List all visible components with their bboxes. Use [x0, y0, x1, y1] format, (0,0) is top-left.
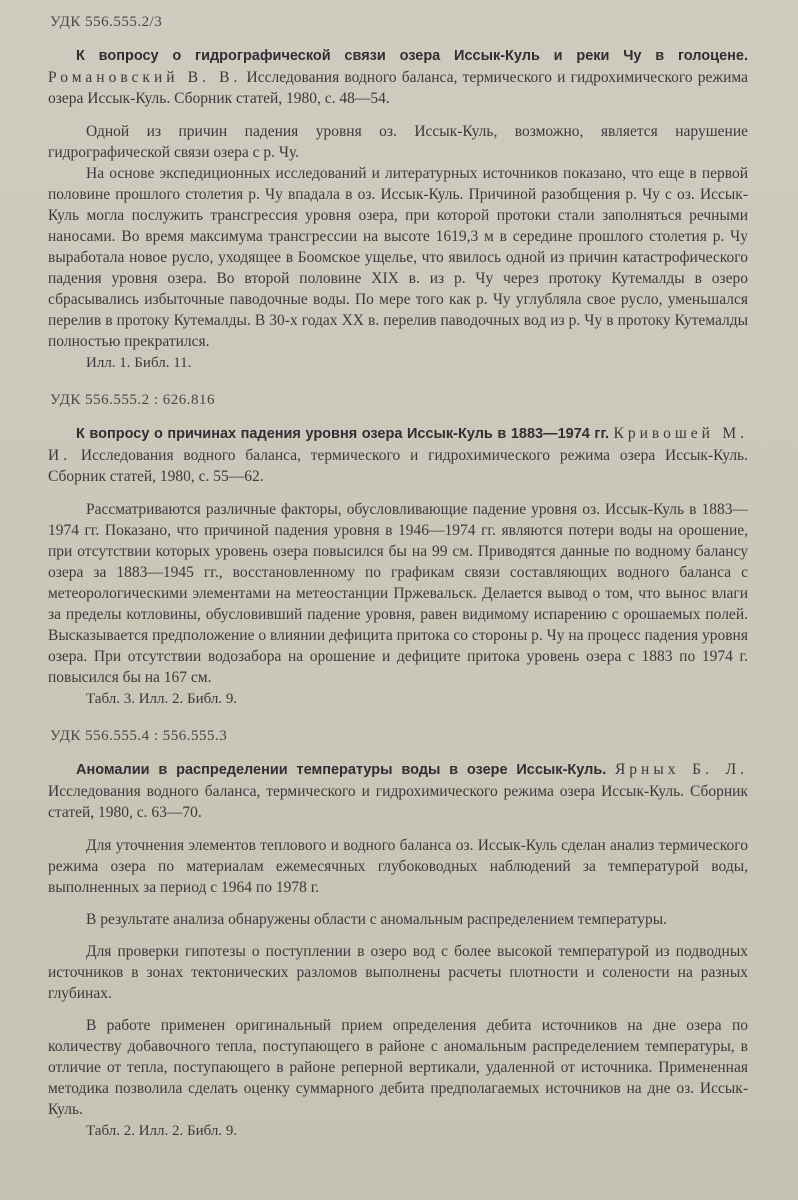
- abstract-entry-2: [48, 392, 748, 708]
- abstract-paragraph: На основе экспедиционных исследований и литературных источников показано, что еще в первой половине прошлого столетия р. Чу впадала в оз. Иссык-Куль. Причиной разобщения р. Чу с оз. Иссык-Куль могла послужить трансгрессия уровня озера, при которой протоки стали заполняться речными наносами. Во время максимума трансгрессии на высоте 1619,3 м в середине прошлого столетия р. Чу выработала новое русло, уходящее в Боомское ущелье, что явилось одной из причин катастрофического падения уровня озера. Во второй половине XIX в. из р. Чу через протоку Кутемалды в озеро сбрасывались избыточные паводочные воды. По мере того как р. Чу углубляла свое русло, уменьшался перелив в протоку Кутемалды. В 30-х годах XX в. перелив паводочных вод из р. Чу в протоку Кутемалды полностью прекратился.: [48, 165, 748, 350]
- reference: [48, 423, 748, 487]
- article-source: Исследования водного баланса, термического и гидрохимического режима озера Иссык-Куль. Сборник статей, 1980, с. 55—62.: [48, 447, 748, 485]
- bibliography-note: Илл. 1. Библ. 11.: [86, 355, 192, 371]
- abstract-body: [48, 499, 748, 688]
- abstract-body: [48, 121, 748, 352]
- udc-code: УДК 556.555.2 : 626.816: [50, 392, 216, 408]
- reference: [48, 759, 748, 823]
- article-source: Исследования водного баланса, термического и гидрохимического режима озера Иссык-Куль. Сборник статей, 1980, с. 63—70.: [48, 783, 748, 821]
- abstract-entry-3: [48, 728, 748, 1140]
- abstract-paragraph: Для уточнения элементов теплового и водного баланса оз. Иссык-Куль сделан анализ термического режима озера по материалам ежемесячных глубоководных наблюдений за температурой воды, выполненных за период с 1964 по 1978 г.: [48, 837, 748, 896]
- abstract-paragraph: Для проверки гипотезы о поступлении в озеро вод с более высокой температурой из подводных источников в зонах тектонических разломов выполнены расчеты плотности и солености на разных глубинах.: [48, 943, 748, 1002]
- article-title: К вопросу о причинах падения уровня озера Иссык-Куль в 1883—1974 гг.: [76, 426, 610, 442]
- article-author: Кривошей М. И.: [48, 425, 748, 464]
- abstract-paragraph: Одной из причин падения уровня оз. Иссык-Куль, возможно, является нарушение гидрографической связи озера с р. Чу.: [48, 123, 748, 161]
- bibliography-note: Табл. 3. Илл. 2. Библ. 9.: [86, 691, 238, 707]
- udc-code: УДК 556.555.4 : 556.555.3: [50, 728, 228, 744]
- abstract-paragraph: В результате анализа обнаружены области с аномальным распределением температуры.: [86, 911, 668, 928]
- article-title: Аномалии в распределении температуры воды в озере Иссык-Куль.: [76, 762, 607, 778]
- article-source: Исследования водного баланса, термического и гидрохимического режима озера Иссык-Куль. Сборник статей, 1980, с. 48—54.: [48, 69, 748, 107]
- article-author: Романовский В. В.: [48, 69, 242, 86]
- abstract-paragraph: Рассматриваются различные факторы, обусловливающие падение уровня оз. Иссык-Куль в 1883—1974 гг. Показано, что причиной падения уровня в 1946—1974 гг. являются потери воды на орошение, при отсутствии которых уровень озера повысился бы на 99 см. Приводятся данные по водному балансу озера за 1883—1945 гг., восстановленному по графикам связи составляющих водного баланса с метеорологическими элементами на метеостанции Пржевальск. Делается вывод о том, что вынос влаги за пределы котловины, обусловивший падение уровня, равен видимому испарению с орошаемых полей. Высказывается предположение о влиянии дефицита притока со стороны р. Чу на процесс падения уровня озера. При отсутствии водозабора на орошение и дефиците притока уровень озера с 1883 по 1974 г. повысился бы на 167 см.: [48, 501, 748, 686]
- article-author: Ярных Б. Л.: [614, 761, 748, 778]
- abstract-body: [48, 835, 748, 1120]
- reference: [48, 45, 748, 109]
- udc-code: УДК 556.555.2/3: [50, 14, 163, 30]
- article-title: К вопросу о гидрографической связи озера Иссык-Куль и реки Чу в голоцене.: [76, 48, 748, 64]
- bibliography-note: Табл. 2. Илл. 2. Библ. 9.: [86, 1123, 238, 1139]
- abstract-paragraph: В работе применен оригинальный прием определения дебита источников на дне озера по количеству добавочного тепла, поступающего в районе с аномальным распределением температуры, в отличие от тепла, поступающего в районе реперной вертикали, удаленной от источника. Примененная методика позволила сделать оценку суммарного дебита предполагаемых источников на дне оз. Иссык-Куль.: [48, 1017, 748, 1118]
- abstract-entry-1: [48, 14, 748, 372]
